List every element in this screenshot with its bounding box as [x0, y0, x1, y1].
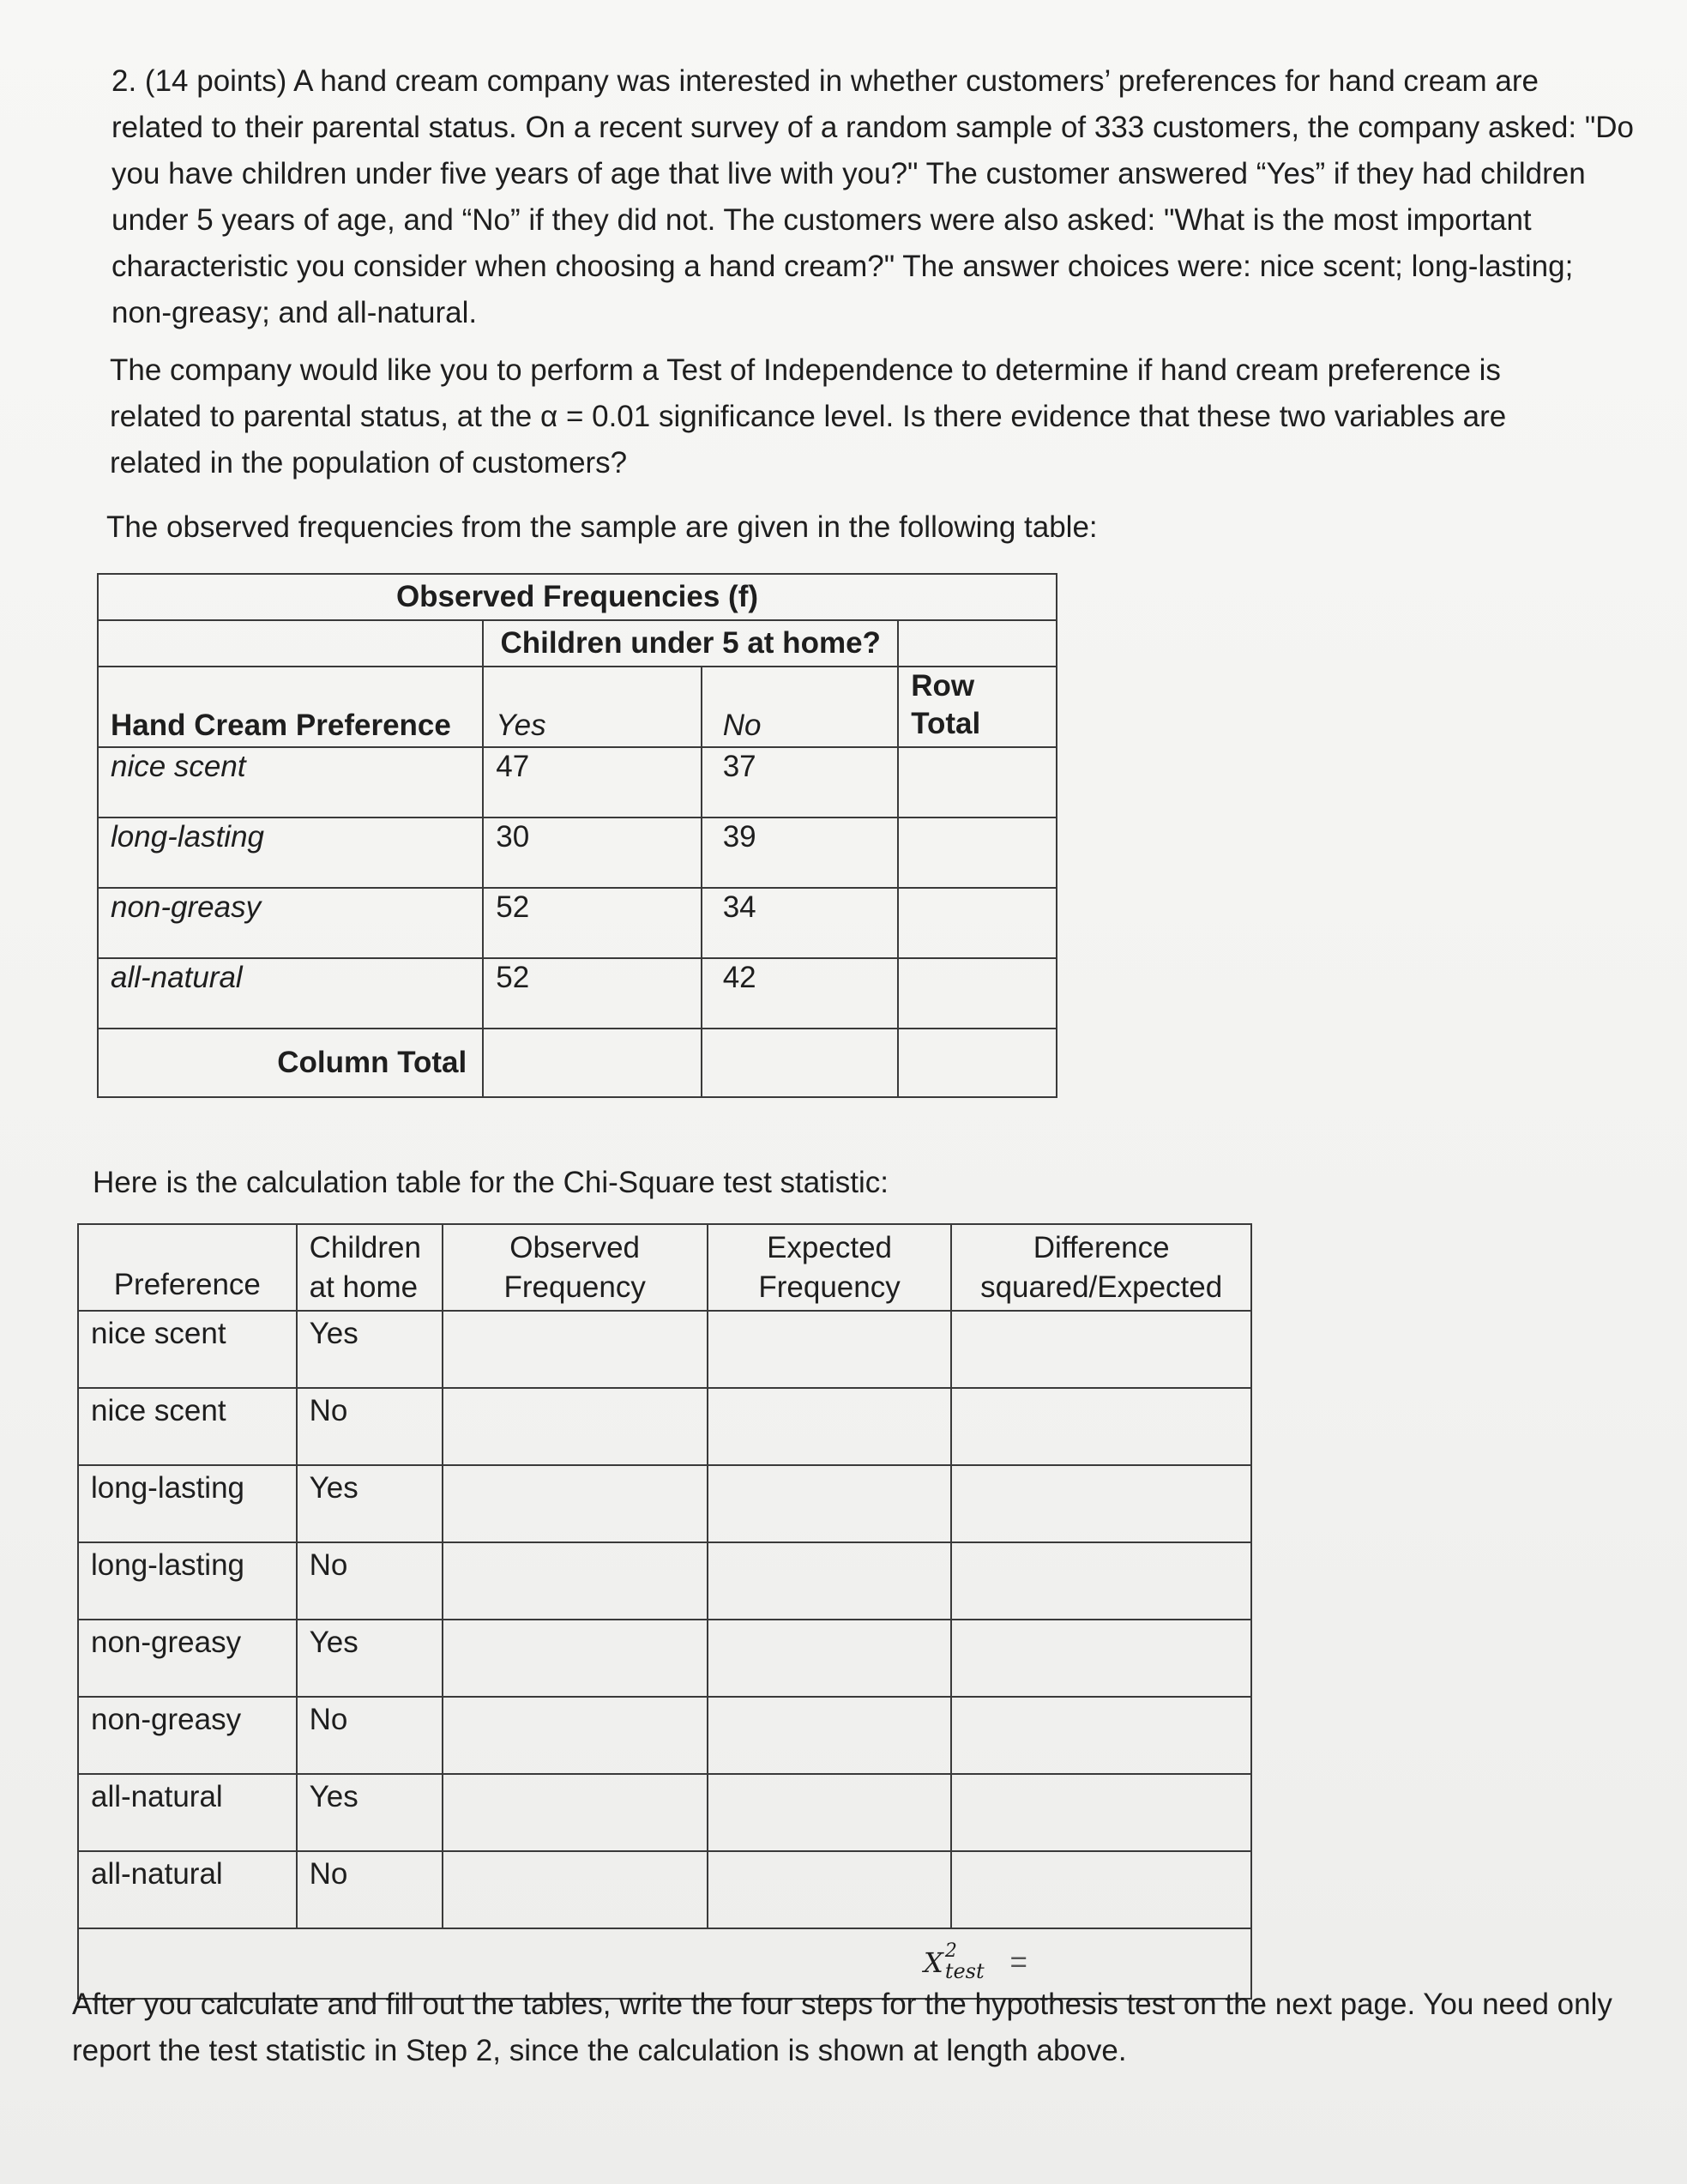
no-count: 39 — [702, 817, 899, 888]
preference-label: all-natural — [98, 958, 483, 1029]
expected-blank[interactable] — [708, 1697, 951, 1774]
observed-blank[interactable] — [443, 1620, 708, 1697]
preference-label: nice scent — [98, 747, 483, 817]
preference-label: long-lasting — [98, 817, 483, 888]
difference-blank[interactable] — [951, 1465, 1251, 1542]
yes-column-header: Yes — [483, 667, 701, 747]
difference-blank[interactable] — [951, 1542, 1251, 1620]
expected-blank[interactable] — [708, 1311, 951, 1388]
children-cell: No — [297, 1697, 443, 1774]
blank-cell — [898, 620, 1057, 667]
table-row — [78, 1542, 1251, 1620]
table-row — [78, 1620, 1251, 1697]
column-total-row — [98, 1029, 1057, 1097]
preference-cell: long-lasting — [78, 1465, 297, 1542]
observed-frequency-header — [443, 1224, 708, 1311]
expected-blank[interactable] — [708, 1542, 951, 1620]
diff-header-line2: squared/Expected — [980, 1270, 1223, 1304]
observed-blank[interactable] — [443, 1851, 708, 1928]
observed-header-line1: Observed — [509, 1230, 641, 1264]
observed-intro: The observed frequencies from the sample are given in the following table: — [106, 510, 1098, 544]
children-at-home-header — [297, 1224, 443, 1311]
table-row — [78, 1774, 1251, 1851]
observed-blank[interactable] — [443, 1774, 708, 1851]
observed-frequencies-table — [97, 573, 1057, 1098]
observed-blank[interactable] — [443, 1311, 708, 1388]
expected-header-line1: Expected — [767, 1230, 893, 1264]
problem-intro: 2. (14 points) A hand cream company was interested in whether customers’ preferences for hand cream are related to their parental status. On a recent survey of a random sample of 333 customers, the company asked: "Do you have children under five years of age that live with you?" The customer answered “Yes” if they had children under 5 years of age, and “No” if they did not. The customers were also asked: "What is the most important characteristic you consider when choosing a hand cream?" The answer choices were: nice scent; long-lasting; non-greasy; and all-natural. — [111, 64, 1635, 329]
table-row — [78, 1388, 1251, 1465]
row-total-blank[interactable] — [898, 888, 1057, 958]
expected-frequency-header — [708, 1224, 951, 1311]
chi-square-calculation-table — [77, 1223, 1252, 2000]
preference-cell: all-natural — [78, 1774, 297, 1851]
no-count: 42 — [702, 958, 899, 1029]
chi-subscript: test — [944, 1958, 985, 1983]
difference-blank[interactable] — [951, 1620, 1251, 1697]
expected-blank[interactable] — [708, 1465, 951, 1542]
children-cell: No — [297, 1388, 443, 1465]
column-total-blank[interactable] — [483, 1029, 701, 1097]
table-row — [98, 747, 1057, 817]
table-row — [78, 1697, 1251, 1774]
column-total-label: Column Total — [98, 1029, 483, 1097]
observed-table-title: Observed Frequencies (f) — [98, 574, 1057, 620]
row-total-blank[interactable] — [898, 958, 1057, 1029]
difference-blank[interactable] — [951, 1851, 1251, 1928]
row-total-blank[interactable] — [898, 817, 1057, 888]
children-header-line2: at home — [309, 1270, 419, 1304]
observed-blank[interactable] — [443, 1388, 708, 1465]
children-cell: Yes — [297, 1465, 443, 1542]
difference-blank[interactable] — [951, 1697, 1251, 1774]
table-row — [98, 817, 1057, 888]
children-cell: Yes — [297, 1620, 443, 1697]
expected-blank[interactable] — [708, 1388, 951, 1465]
observed-blank[interactable] — [443, 1465, 708, 1542]
children-under-5-header: Children under 5 at home? — [483, 620, 898, 667]
preference-cell: non-greasy — [78, 1697, 297, 1774]
table-row — [78, 1851, 1251, 1928]
yes-count: 47 — [483, 747, 701, 817]
no-column-header: No — [702, 667, 899, 747]
children-cell: No — [297, 1851, 443, 1928]
preference-cell: nice scent — [78, 1311, 297, 1388]
children-cell: Yes — [297, 1774, 443, 1851]
difference-blank[interactable] — [951, 1311, 1251, 1388]
difference-squared-header — [951, 1224, 1251, 1311]
preference-cell: non-greasy — [78, 1620, 297, 1697]
preference-cell: long-lasting — [78, 1542, 297, 1620]
chi-superscript: 2 — [944, 1940, 957, 1962]
diff-header-line1: Difference — [1033, 1230, 1170, 1264]
calc-intro: Here is the calculation table for the Chi-Square test statistic: — [93, 1166, 889, 1199]
children-header-line1: Children — [309, 1230, 421, 1264]
observed-blank[interactable] — [443, 1542, 708, 1620]
expected-blank[interactable] — [708, 1851, 951, 1928]
chi-equals: = — [1009, 1946, 1027, 1980]
hand-cream-preference-header: Hand Cream Preference — [98, 667, 483, 747]
preference-header: Preference — [78, 1224, 297, 1311]
expected-blank[interactable] — [708, 1620, 951, 1697]
no-count: 37 — [702, 747, 899, 817]
preference-cell: all-natural — [78, 1851, 297, 1928]
row-total-header — [898, 667, 1057, 747]
chi-symbol: X — [924, 1946, 943, 1980]
difference-blank[interactable] — [951, 1388, 1251, 1465]
expected-blank[interactable] — [708, 1774, 951, 1851]
blank-cell — [98, 620, 483, 667]
no-count: 34 — [702, 888, 899, 958]
table-row — [78, 1465, 1251, 1542]
closing-instructions: After you calculate and fill out the tables, write the four steps for the hypothesis test on the next page. You need only report the test statistic in Step 2, since the calculation is shown at length above. — [72, 1988, 1612, 2067]
table-row — [98, 888, 1057, 958]
observed-blank[interactable] — [443, 1697, 708, 1774]
row-total-header-line2: Total — [911, 707, 981, 740]
yes-count: 30 — [483, 817, 701, 888]
children-cell: Yes — [297, 1311, 443, 1388]
problem-task: The company would like you to perform a Test of Independence to determine if hand cream preference is related to parental status, at the α = 0.01 significance level. Is there evidence that these two variables are related in the population of customers? — [110, 353, 1507, 480]
expected-header-line2: Frequency — [758, 1270, 901, 1304]
yes-count: 52 — [483, 958, 701, 1029]
difference-blank[interactable] — [951, 1774, 1251, 1851]
observed-header-line2: Frequency — [503, 1270, 646, 1304]
row-total-blank[interactable] — [898, 747, 1057, 817]
children-cell: No — [297, 1542, 443, 1620]
preference-cell: nice scent — [78, 1388, 297, 1465]
yes-count: 52 — [483, 888, 701, 958]
column-total-blank[interactable] — [702, 1029, 899, 1097]
grand-total-blank[interactable] — [898, 1029, 1057, 1097]
table-row — [78, 1311, 1251, 1388]
table-row — [98, 958, 1057, 1029]
row-total-header-line1: Row — [911, 669, 975, 703]
preference-label: non-greasy — [98, 888, 483, 958]
